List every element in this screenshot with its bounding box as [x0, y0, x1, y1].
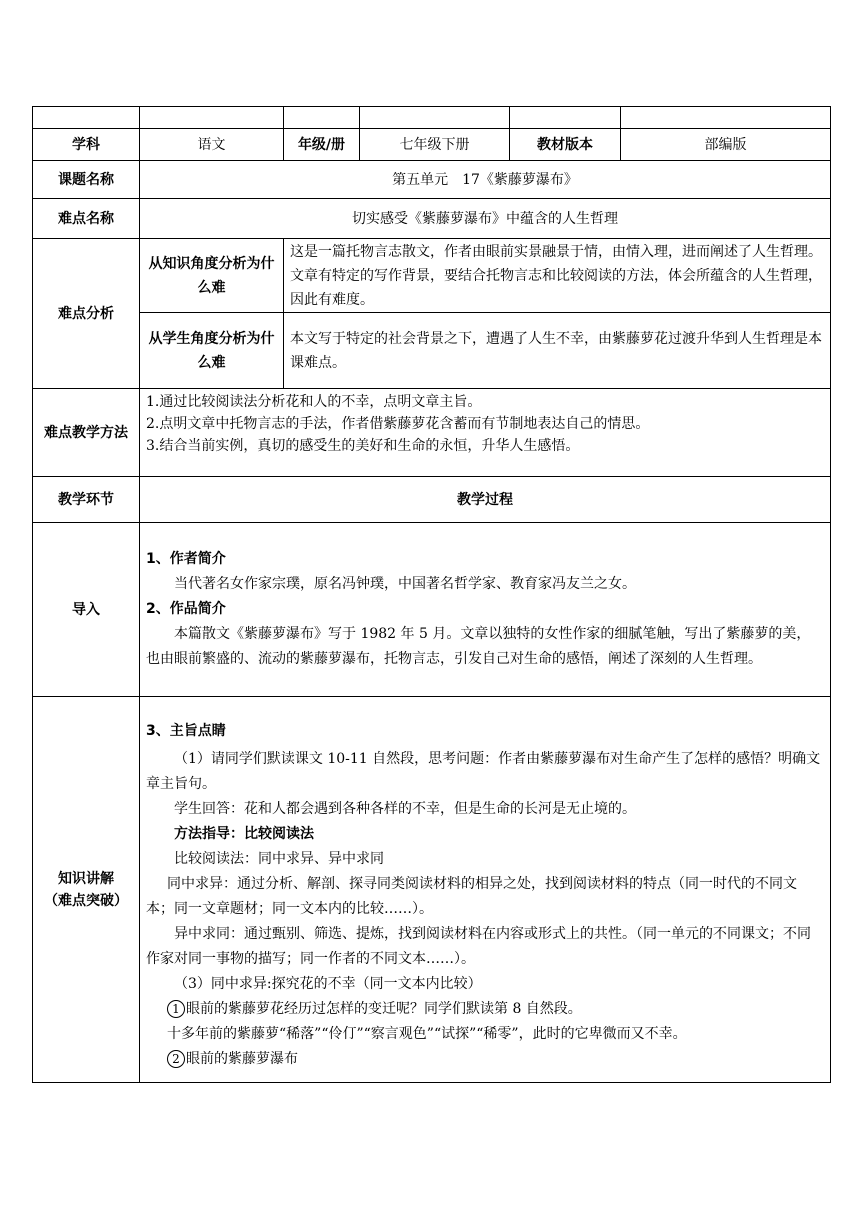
edition-label: 教材版本 [510, 129, 621, 161]
method-guide-line: 比较阅读法：同中求异、异中求同 [174, 851, 384, 867]
analysis-row-student [33, 313, 831, 389]
circled-item-1 [146, 997, 824, 1022]
method-item: 1.通过比较阅读法分析花和人的不幸，点明文章主旨。 [146, 394, 482, 410]
process-stage-label: 教学环节 [33, 477, 140, 523]
question-1: （1）请同学们默读课文 10-11 自然段，思考问题：作者由紫藤萝瀑布对生命产生了怎样的感悟？明确文章主旨句。 [146, 751, 821, 792]
student-answer: 学生回答：花和人都会遇到各种各样的不幸，但是生命的长河是无止境的。 [174, 801, 636, 817]
diff-find-same: 异中求同：通过甄别、筛选、提炼，找到阅读材料在内容或形式上的共性。（同一单元的不同课文；不同作家对同一事物的描写；同一作者的不同文本……）。 [146, 926, 811, 967]
difficulty-value: 切实感受《紫藤萝瀑布》中蕴含的人生哲理 [140, 199, 831, 239]
knowledge-row [33, 697, 831, 1083]
lesson-value: 第五单元 17《紫藤萝瀑布》 [140, 161, 831, 199]
analysis-label: 难点分析 [33, 239, 140, 389]
lesson-label: 课题名称 [33, 161, 140, 199]
knowledge-angle-label: 从知识角度分析为什么难 [140, 239, 284, 313]
blank-cell [33, 107, 140, 129]
knowledge-angle-text: 这是一篇托物言志散文，作者由眼前实景融景于情，由情入理，进而阐述了人生哲理。文章有特定的写作背景，要结合托物言志和比较阅读的方法，体会所蕴含的人生哲理，因此有难度。 [284, 239, 831, 313]
grade-label: 年级/册 [284, 129, 360, 161]
knowledge-label [33, 697, 140, 1083]
subject-value: 语文 [140, 129, 284, 161]
blank-cell [284, 107, 360, 129]
circled-item-1-text: 眼前的紫藤萝花经历过怎样的变迁呢？同学们默读第 8 自然段。 [186, 1001, 582, 1017]
question-3: （3）同中求异:探究花的不幸（同一文本内比较） [174, 976, 482, 992]
intro-content [140, 523, 831, 697]
student-angle-text: 本文写于特定的社会背景之下，遭遇了人生不幸，由紫藤萝花过渡升华到人生哲理是本课难点。 [284, 313, 831, 389]
blank-cell [140, 107, 284, 129]
circled-item-2 [146, 1047, 824, 1072]
student-angle-label: 从学生角度分析为什么难 [140, 313, 284, 389]
ten-years-text: 十多年前的紫藤萝“稀落”“伶仃”“察言观色”“试探”“稀零”，此时的它卑微而又不幸。 [167, 1026, 687, 1042]
method-guide-title: 方法指导：比较阅读法 [174, 826, 314, 842]
grade-value: 七年级下册 [360, 129, 510, 161]
knowledge-label-line1: 知识讲解 [58, 870, 114, 887]
author-heading: 1、作者简介 [146, 551, 226, 567]
lesson-plan-table [32, 106, 831, 1083]
circled-number-2: 2 [167, 1050, 185, 1068]
subject-label: 学科 [33, 129, 140, 161]
circled-item-2-text: 眼前的紫藤萝瀑布 [186, 1051, 298, 1067]
subject-row [33, 129, 831, 161]
circled-number-1: 1 [167, 1000, 185, 1018]
blank-row [33, 107, 831, 129]
author-text: 当代著名女作家宗璞，原名冯钟璞，中国著名哲学家、教育家冯友兰之女。 [174, 576, 636, 592]
method-row [33, 389, 831, 477]
method-label: 难点教学方法 [33, 389, 140, 477]
analysis-row-knowledge [33, 239, 831, 313]
knowledge-label-line2: （难点突破） [44, 892, 128, 909]
blank-cell [510, 107, 621, 129]
blank-cell [360, 107, 510, 129]
difficulty-row [33, 199, 831, 239]
knowledge-content [140, 697, 831, 1083]
blank-cell [621, 107, 831, 129]
process-label: 教学过程 [140, 477, 831, 523]
lesson-row [33, 161, 831, 199]
theme-heading: 3、主旨点睛 [146, 723, 226, 739]
work-text: 本篇散文《紫藤萝瀑布》写于 1982 年 5 月。文章以独特的女性作家的细腻笔触，写出了紫藤萝的美，也由眼前繁盛的、流动的紫藤萝瀑布，托物言志，引发自己对生命的感悟，阐述了深刻的人生哲理。 [146, 626, 811, 667]
process-header-row [33, 477, 831, 523]
intro-row [33, 523, 831, 697]
same-find-diff: 同中求异：通过分析、解剖、探寻同类阅读材料的相异之处，找到阅读材料的特点（同一时代的不同文本；同一文章题材；同一文本内的比较……）。 [146, 876, 797, 917]
method-item: 3.结合当前实例，真切的感受生的美好和生命的永恒，升华人生感悟。 [146, 438, 580, 454]
method-item: 2.点明文章中托物言志的手法，作者借紫藤萝花含蓄而有节制地表达自己的情思。 [146, 416, 650, 432]
difficulty-label: 难点名称 [33, 199, 140, 239]
work-heading: 2、作品简介 [146, 601, 226, 617]
edition-value: 部编版 [621, 129, 831, 161]
method-list [140, 389, 831, 477]
intro-label: 导入 [33, 523, 140, 697]
